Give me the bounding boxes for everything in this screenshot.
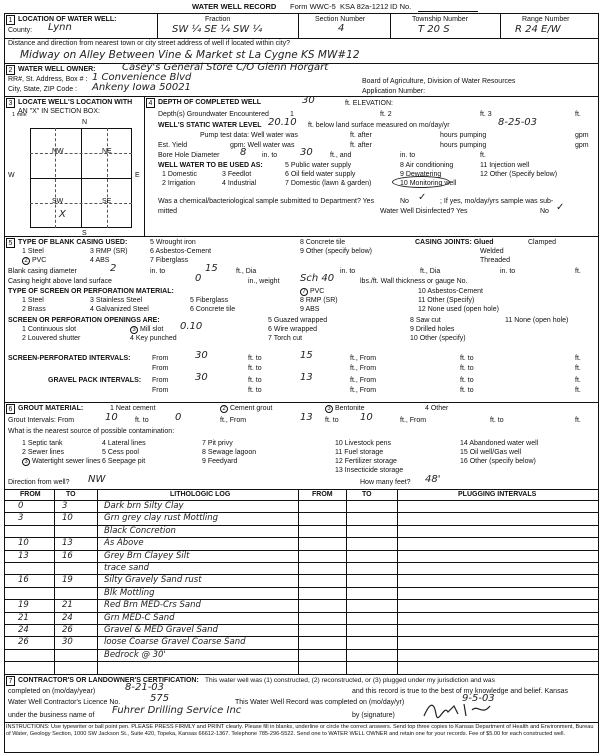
disinfected-label: Water Well Disinfected? Yes [380,208,468,215]
table-row [4,563,599,575]
screen-8: 8 RMP (SR) [300,297,338,304]
elevation-label: ft. ELEVATION: [345,100,393,107]
use-11: 11 Injection well [480,162,530,169]
section-2-number: 2 [6,65,15,75]
screen-10: 10 Asbestos-Cement [418,288,483,295]
grout-4: 4 Other [425,405,449,412]
use-10-circle [392,176,450,188]
log-from: 13 [18,550,29,561]
use-2: 2 Irrigation [162,180,196,187]
diameter-dia-2: ft., Dia [420,268,441,275]
grout-label: GROUT MATERIAL: [18,405,84,412]
diameter-value: 2 [110,263,117,274]
height-label: Casing height above land surface [8,278,112,285]
contam-14: 14 Abandoned water well [460,440,539,447]
address-value: 1 Convenience Blvd [92,72,192,83]
range-label: Range Number [522,16,570,23]
log-to: 26 [62,625,73,635]
gravel-to-value: 13 [300,372,313,383]
yield-gpm-2: gpm [575,142,589,149]
grout-1: 1 Neat cement [110,405,156,412]
contam-16: 16 Other (specify below) [460,458,536,465]
screen-12: 12 None used (open hole) [418,306,499,313]
contam-6: 6 Seepage pit [102,458,146,465]
section-5-number: 5 [6,238,15,248]
perf-row2-to-2: ft. to [460,365,474,372]
ksa-number: KSA 82a-1212 [340,2,389,11]
table-row [4,588,599,600]
groundwater-2: ft. 2 [380,111,392,118]
weight-value: Sch 40 [300,273,335,284]
log-to: 10 [62,513,73,524]
diameter-to: in. to [150,268,166,275]
township-label: Township Number [412,16,469,23]
log-header-to: TO [66,491,76,498]
table-row [4,575,599,587]
distance-label: Distance and direction from nearest town or city street address of well if located within city? [8,40,291,47]
perf-row2-ft: ft. [575,365,581,372]
county-value: Lynn [48,22,72,33]
mile-label: 1 mile [12,112,27,118]
screen-3: 3 Stainless Steel [90,297,143,304]
log-from: 19 [18,600,29,611]
opening-4: 4 Key punched [130,335,177,342]
static-level-label: WELL'S STATIC WATER LEVEL [158,122,262,129]
casing-4: 4 ABS [90,257,110,264]
perf-row2-from-2: ft., From [350,365,377,372]
screen-1: 1 Steel [22,297,44,304]
screen-5: 5 Fiberglass [190,297,229,304]
table-row [4,625,599,637]
certification-text: This water well was (1) constructed, (2) reconstructed, or (3) plugged under my jurisdiction and was [205,677,495,684]
bore-to: in. to [262,152,278,159]
contam-8: 8 Sewage lagoon [202,449,257,456]
yield-label: Est. Yield [158,142,188,149]
casing-9: 9 Other (specify below) [300,248,372,255]
west-label: W [8,172,15,179]
height-value: 0 [195,273,202,284]
use-4: 4 Industrial [222,180,257,187]
mitted-label: mitted [158,208,178,215]
log-description: Red Brn MED-Crs Sand [104,600,201,611]
joints-threaded: Threaded [480,257,510,264]
gravel-label: GRAVEL PACK INTERVALS: [48,377,142,384]
grout-2: 2 Cement grout [220,405,272,413]
nw-label: NW [52,148,64,155]
groundwater-1: 1 [290,111,294,118]
se-label: SE [102,198,112,205]
log-description: Blk Mottling [104,587,155,598]
diameter-label: Blank casing diameter [8,268,77,275]
depth-label: DEPTH OF COMPLETED WELL [158,99,262,106]
id-label: ID No. [390,2,412,11]
diameter-in-to: in. to [340,268,356,275]
pump-ft-after: ft. after [350,132,372,139]
pump-gpm: gpm [575,132,589,139]
contam-2: 2 Sewer lines [22,449,65,456]
section-label: Section Number [315,16,366,23]
use-6: 6 Oil field water supply [285,171,356,178]
range-value: R 24 E/W [515,24,561,35]
use-title: WELL WATER TO BE USED AS: [158,162,263,169]
screen-9: 9 ABS [300,306,320,313]
gravel-row2-to: ft. to [248,387,262,394]
casing-6: 6 Asbestos-Cement [150,248,212,255]
business-value: Fuhrer Drilling Service Inc [112,705,242,716]
license-value: 575 [150,693,170,704]
yield-gpm: gpm: Well water was [230,142,295,149]
opening-10: 10 Other (specify) [410,335,466,342]
record-value: 9-5-03 [462,693,495,704]
signature [420,700,500,720]
opening-6: 6 Wire wrapped [268,326,318,333]
record-label: This Water Well Record was completed on (mo/day/yr) [235,699,405,706]
casing-label: TYPE OF BLANK CASING USED: [18,239,128,246]
perf-from: From [152,355,169,362]
bore-label: Bore Hole Diameter [158,152,220,159]
log-to: 24 [62,612,73,623]
north-label: N [82,119,88,126]
contam-4: 4 Lateral lines [102,440,146,447]
joints-welded: Welded [480,248,504,255]
grout-ft: ft. [575,417,581,424]
location-mark: X [59,209,66,220]
weight-tail: lbs./ft. Wall thickness or gauge No. [360,278,468,285]
mill-slot-value: 0.10 [180,321,203,332]
contam-11: 11 Fuel storage [335,449,384,456]
grout-intervals-label: Grout Intervals: From [8,417,75,424]
sw-label: SW [52,198,64,205]
contam-15: 15 Oil well/Gas well [460,449,522,456]
disinfected-check: ✓ [556,202,565,213]
perf-row2-from: From [152,365,169,372]
direction-label: Direction from well? [8,479,70,486]
section-1-number: 1 [6,15,15,25]
log-description: Bedrock @ 30' [104,649,166,660]
table-row [4,538,599,550]
completed-label: completed on (mo/day/year) [8,688,96,695]
log-description: Black Concretion [104,525,176,536]
contam-13: 13 Insecticide storage [335,467,404,474]
table-row [4,513,599,525]
use-7: 7 Domestic (lawn & garden) [285,180,372,187]
bore-ft: ft. [480,152,486,159]
pump-test-label: Pump test data: Well water was [200,132,298,139]
grout-to-1: 0 [175,412,182,423]
use-9: 9 Dewatering [400,171,442,178]
contam-3: 3 Watertight sewer lines [22,458,101,466]
grout-from-1: 10 [105,412,118,423]
grout-to-label-2: ft. to [325,417,339,424]
pump-hours: hours pumping [440,132,487,139]
section-3-number: 3 [6,98,15,108]
county-label: County: [8,27,33,34]
gravel-row2-to-2: ft. to [460,387,474,394]
log-header-from: FROM [20,491,41,498]
section-7-number: 7 [6,676,15,686]
log-description: Dark brn Silty Clay [104,501,184,511]
openings-label: SCREEN OR PERFORATION OPENINGS ARE: [8,317,160,324]
section-6-number: 6 [6,404,15,414]
contamination-label: What is the nearest source of possible contamination: [8,428,175,435]
signature-label: by (signature) [352,712,395,719]
howmany-value: 48' [425,474,441,485]
log-from: 0 [18,501,24,511]
howmany-label: How many feet? [360,479,411,486]
license-label: Water Well Contractor's Licence No. [8,699,121,706]
section-value: 4 [338,23,345,34]
gravel-to: ft. to [248,377,262,384]
static-level-value: 20.10 [268,117,297,128]
opening-5: 5 Guazed wrapped [268,317,328,324]
opening-7: 7 Torch cut [268,335,303,342]
opening-11: 11 None (open hole) [505,317,569,324]
log-from: 26 [18,637,29,648]
log-to: 16 [62,550,73,561]
casing-1: 1 Steel [22,248,44,255]
grout-from-label-2: ft., From [220,417,247,424]
groundwater-3: ft. 3 [480,111,492,118]
log-from: 3 [18,513,24,524]
city-label: City, State, ZIP Code : [8,86,77,93]
opening-2: 2 Louvered shutter [22,335,81,342]
gravel-row2-from-2: ft., From [350,387,377,394]
joints-label: CASING JOINTS: Glued [415,239,494,246]
casing-7: 7 Fiberglass [150,257,189,264]
perf-row2-to: ft. to [248,365,262,372]
address-label: RR#, St. Address, Box # : [8,76,88,83]
screen-2: 2 Brass [22,306,46,313]
perf-to-2: ft. to [460,355,474,362]
sample-label: Was a chemical/bacteriological sample submitted to Department? Yes [158,198,375,205]
business-label: under the business name of [8,712,95,719]
casing-8: 8 Concrete tile [300,239,346,246]
table-row [4,637,599,649]
disinfected-no: No [540,208,549,215]
table-row [4,650,599,662]
ne-label: NE [102,148,112,155]
log-from: 16 [18,575,29,586]
contam-5: 5 Cess pool [102,449,139,456]
opening-1: 1 Continuous slot [22,326,77,333]
static-level-date: 8-25-03 [498,117,538,128]
opening-9: 9 Drilled holes [410,326,455,333]
joints-clamped: Clamped [528,239,557,246]
table-row [4,600,599,612]
table-row [4,501,599,513]
log-description: loose Coarse Gravel Coarse Sand [104,637,246,648]
yield-ft-after: ft. after [350,142,372,149]
log-to: 30 [62,637,73,648]
grout-from-2: 13 [300,412,313,423]
owner-value: Casey's General Store C/O Glenn Horgart [122,62,329,73]
screen-6: 6 Concrete tile [190,306,236,313]
bore-in-to: in. to [400,152,416,159]
table-row [4,613,599,625]
groundwater-ft: ft. [575,111,581,118]
form-title: WATER WELL RECORD [192,2,277,11]
sample-check: ✓ [418,192,427,203]
use-1: 1 Domestic [162,171,198,178]
log-to: 19 [62,575,73,586]
sample-no: No [400,198,409,205]
grout-from-label-3: ft., From [400,417,427,424]
board-label: Board of Agriculture, Division of Water Resources [362,78,516,85]
sample-tail: ; If yes, mo/day/yrs sample was sub- [440,198,554,205]
south-label: S [82,230,87,237]
owner-label: WATER WELL OWNER: [18,66,96,73]
screen-4: 4 Galvanized Steel [90,306,149,313]
location-label: LOCATION OF WATER WELL: [18,16,117,23]
contam-7: 7 Pit privy [202,440,233,447]
screen-11: 11 Other (Specify) [418,297,475,304]
fraction-value: SW ¼ SE ¼ SW ¼ [172,24,263,35]
bore-and: ft., and [330,152,352,159]
grout-to-label-3: ft. to [490,417,504,424]
use-8: 8 Air conditioning [400,162,454,169]
certification-label: CONTRACTOR'S OR LANDOWNER'S CERTIFICATION: [18,677,199,684]
opening-8: 8 Saw cut [410,317,441,324]
perf-from-2: ft., From [350,355,377,362]
casing-5: 5 Wrought iron [150,239,196,246]
east-label: E [135,172,140,179]
diameter-dia: ft., Dia [236,268,257,275]
perf-to-value: 15 [300,350,313,361]
table-row [4,662,599,674]
gravel-to-2: ft. to [460,377,474,384]
instructions: INSTRUCTIONS: Use typewriter or ball point pen. PLEASE PRESS FIRMLY and PRINT clearly. Please fill in blanks, underline or circle the correct answers. Send top three copies to Kansas Department of Health and Environment, Bureau of Water, Geology Section, 1000 SW Jackson St., Suite 420, Topeka, Kansas 66612-1367. Telephone 785-296-5522. Send one to WATER WELL OWNER and retain one for your records. Fee of $5.00 for each constructed well. [6,724,594,737]
gravel-from: From [152,377,169,384]
perf-from-value: 30 [195,350,208,361]
contam-12: 12 Fertilizer storage [335,458,397,465]
contam-1: 1 Septic tank [22,440,63,447]
yield-hours: hours pumping [440,142,487,149]
log-from: 21 [18,612,29,623]
log-description: trace sand [104,563,150,573]
gravel-from-value: 30 [195,372,208,383]
township-value: T 20 S [418,24,450,35]
diameter-ft: ft. [575,268,581,275]
fraction-label: Fraction [205,16,231,23]
log-description: Grn MED-C Sand [104,612,175,623]
screen-label: TYPE OF SCREEN OR PERFORATION MATERIAL: [8,288,174,295]
contam-9: 9 Feedyard [202,458,238,465]
height-weight: in., weight [248,278,280,285]
static-level-tail: ft. below land surface measured on mo/day/yr [308,122,450,129]
distance-value: Midway on Alley Between Vine & Market st La Cygne KS MW#12 [20,49,360,61]
log-description: As Above [104,538,144,549]
grout-to-2: 10 [360,412,373,423]
table-row [4,526,599,538]
form-number: Form WWC-5 [290,2,336,11]
log-from: 24 [18,625,29,635]
direction-value: NW [88,474,106,485]
city-value: Ankeny Iowa 50021 [92,82,191,93]
log-header-from-2: FROM [312,491,333,498]
section-box-title: LOCATE WELL'S LOCATION WITH [18,99,133,106]
log-header-lithologic: LITHOLOGIC LOG [170,491,231,498]
perf-to: ft. to [248,355,262,362]
log-from: 10 [18,538,29,549]
casing-2: 2 PVC [22,257,46,265]
diameter-to-value: 15 [205,263,218,274]
completed-value: 8-21-03 [125,682,165,693]
gravel-from-2: ft., From [350,377,377,384]
log-description: Grey Brn Clayey Silt [104,550,190,561]
application-label: Application Number: [362,88,426,95]
use-3: 3 Feedlot [222,171,252,178]
opening-3: 3 Mill slot [130,326,163,334]
diameter-in-to-2: in. to [500,268,516,275]
perf-ft: ft. [575,355,581,362]
use-5: 5 Public water supply [285,162,352,169]
completed-tail: and this record is true to the best of my knowledge and belief. Kansas [352,688,568,695]
log-header-to-2: TO [362,491,372,498]
screen-7: 7 PVC [300,288,324,296]
gravel-ft: ft. [575,377,581,384]
use-12: 12 Other (Specify below) [480,171,558,178]
grout-3: 3 Bentonite [325,405,365,413]
log-description: Gravel & MED Gravel Sand [104,625,218,635]
gravel-row2-ft: ft. [575,387,581,394]
contam-10: 10 Livestock pens [335,440,392,447]
bore-value: 8 [240,147,247,158]
log-to: 13 [62,538,73,549]
gravel-row2-from: From [152,387,169,394]
perforated-label: SCREEN-PERFORATED INTERVALS: [8,355,131,362]
log-description: Silty Gravely Sand rust [104,575,202,586]
log-to: 21 [62,600,73,611]
use-10: 10 Monitoring well [400,180,457,187]
log-description: Grn grey clay rust Mottling [104,513,219,524]
depth-value: 30 [302,95,315,106]
section-box-subtitle: AN "X" IN SECTION BOX: [18,108,100,115]
log-to: 3 [62,501,68,511]
groundwater-label: Depth(s) Groundwater Encountered [158,111,269,118]
grout-to-label-1: ft. to [135,417,149,424]
casing-3: 3 RMP (SR) [90,248,128,255]
table-row [4,551,599,563]
log-header-plugging: PLUGGING INTERVALS [458,491,537,498]
bore-to-value: 30 [300,147,313,158]
section-4-number: 4 [146,98,155,108]
